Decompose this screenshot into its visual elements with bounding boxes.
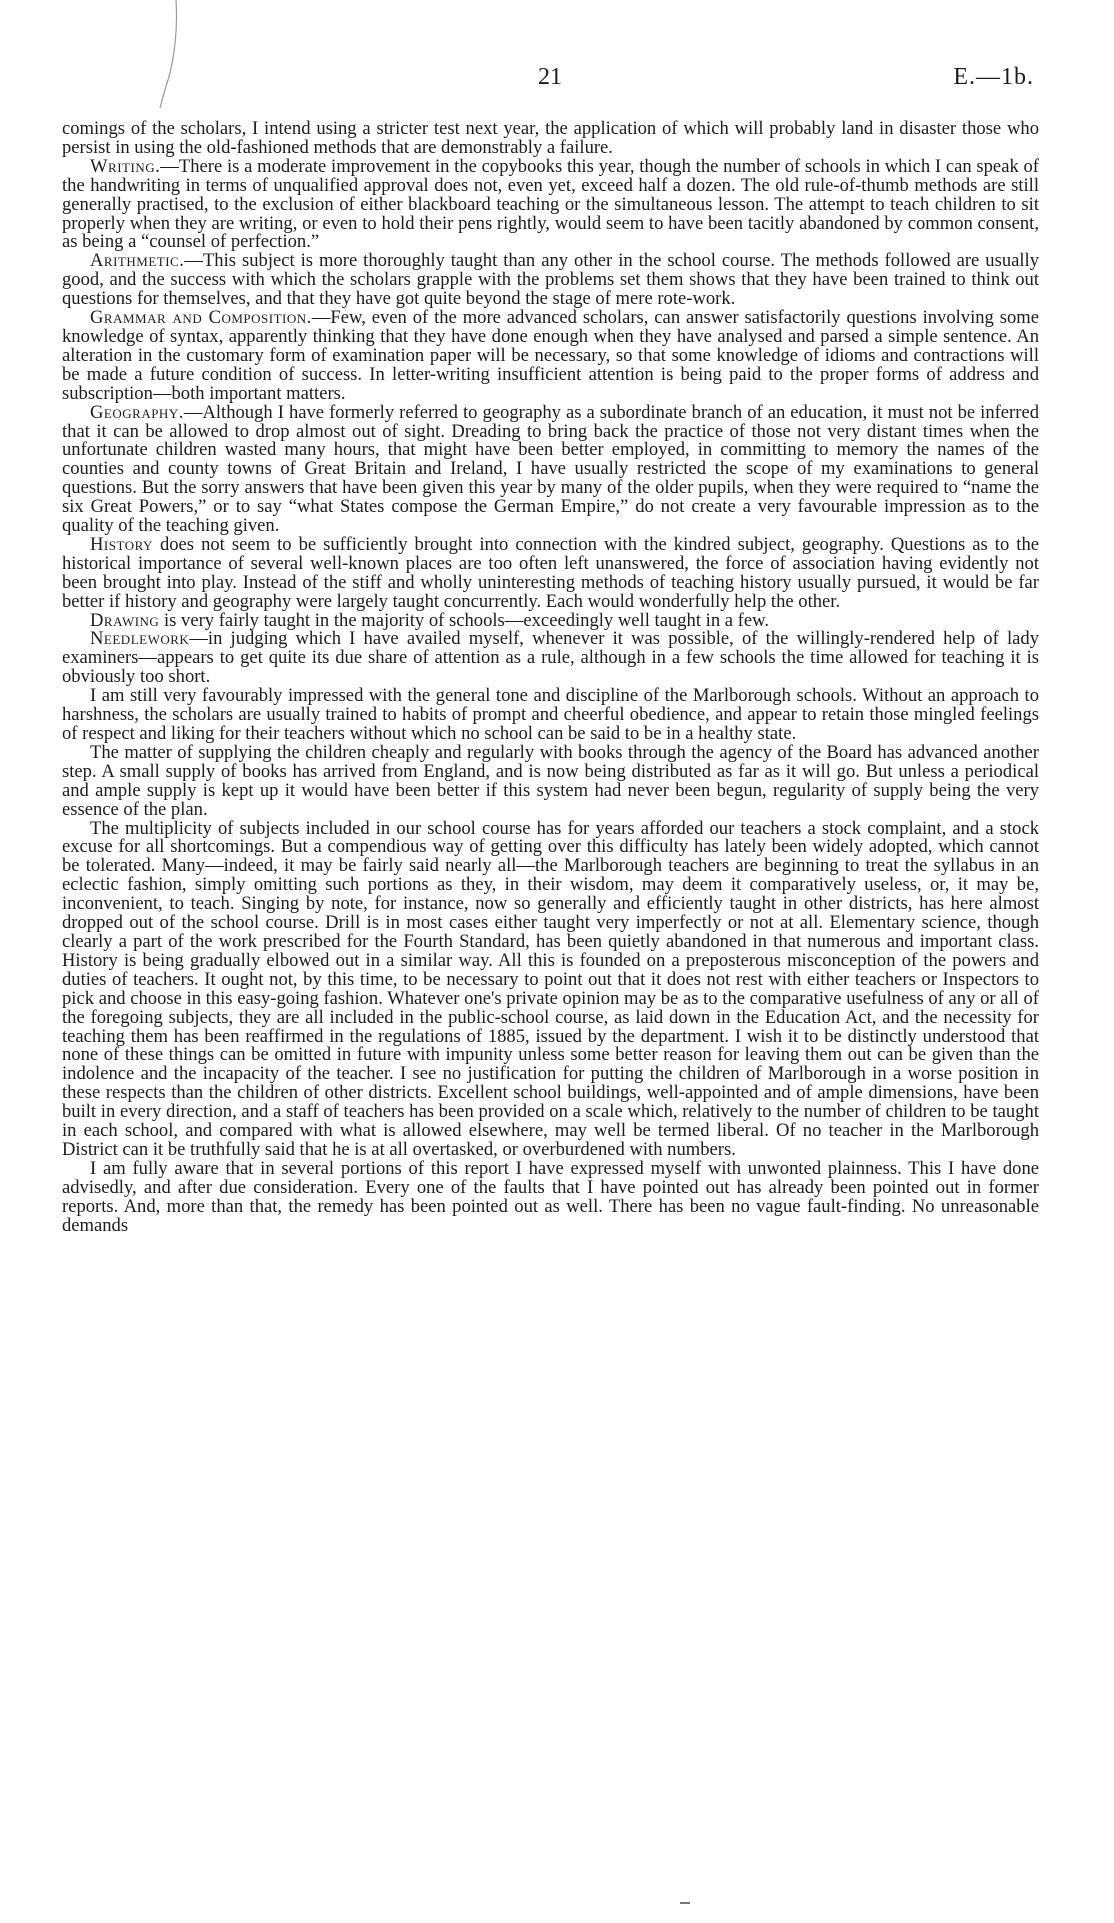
paragraph-history bbox=[62, 533, 1039, 612]
paragraph-text: does not seem to be sufficiently brought into connection with the kindred subject, geography. Questions as to the historical importance of several well-known places are too often left unanswered, the force of association having evidently not been brought into play. Instead of the stiff and wholly uninteresting methods of teaching history usually pursued, it would be far better if history and geography were largely taught concurrently. Each would wonderfully help the other. bbox=[62, 533, 1039, 612]
paragraph-books bbox=[62, 741, 1039, 820]
paragraph-text: —This subject is more thoroughly taught than any other in the school course. The methods followed are usually good, and the success with which the scholars grapple with the problems set them shows that they have been trained to think out questions for themselves, and that they have got quite beyond the stage of mere rote-work. bbox=[62, 250, 1039, 310]
page-number: 21 bbox=[538, 64, 562, 90]
section-heading: Drawing bbox=[90, 609, 160, 631]
paragraph-text: —Few, even of the more advanced scholars, can answer satisfactorily questions involving some knowledge of syntax, apparently thinking that they have done enough when they have analysed and parsed a simple sentence. An alteration in the customary form of examination paper will be necessary, so that some knowledge of idioms and contractions will be made a future condition of success. In letter-writing insufficient attention is being paid to the proper forms of address and subscription—both important matters. bbox=[62, 307, 1039, 404]
paragraph-text: I am fully aware that in several portions of this report I have expressed myself with unwonted plainness. This I have done advisedly, and after due consideration. Every one of the faults that I have pointed out has already been pointed out in former reports. And, more than that, the remedy has been pointed out as well. There has been no vague fault-finding. No unreasonable demands bbox=[62, 1157, 1039, 1236]
section-heading: Writing. bbox=[90, 155, 161, 177]
paragraph-text: comings of the scholars, I intend using a stricter test next year, the application of which will probably land in disaster those who persist in using the old-fashioned methods that are demonstrably a failure. bbox=[62, 118, 1039, 158]
scan-mark bbox=[680, 1902, 690, 1904]
paragraph-text: —There is a moderate improvement in the copybooks this year, though the number of schools in which I can speak of the handwriting in terms of unqualified approval does not, even yet, exceed half a dozen. The old rule-of-thumb methods are still generally practised, to the exclusion of either blackboard teaching or the simultaneous lesson. The attempt to teach children to sit properly when they are writing, or even to hold their pens rightly, would seem to have been tacitly abandoned by common consent, as being a “counsel of perfection.” bbox=[62, 155, 1039, 253]
paragraph-text: —Although I have formerly referred to geography as a subordinate branch of an education, it must not be inferred that it can be allowed to drop almost out of sight. Dreading to bring back the practice of those not very distant times when the unfortunate children wasted many hours, that might have been better employed, in committing to memory the names of the counties and county towns of Great Britain and Ireland, I have usually restricted the scope of my examinations to general questions. But the sorry answers that have been given this year by many of the older pupils, when they were required to “name the six Great Powers,” or to say “what States compose the German Empire,” do not create a very favourable impression as to the quality of the teaching given. bbox=[62, 401, 1039, 537]
page-header bbox=[0, 64, 1114, 96]
paragraph-arithmetic bbox=[62, 252, 1039, 309]
section-heading: Arithmetic. bbox=[90, 250, 185, 272]
paragraph-needlework bbox=[62, 630, 1039, 687]
paragraph-text: I am still very favourably impressed with the general tone and discipline of the Marlborough schools. Without an approach to harshness, the scholars are usually trained to habits of prompt and cheerful obedience, and appear to retain those mingled feelings of respect and liking for their teachers without which no school can be said to be in a healthy state. bbox=[62, 685, 1039, 744]
paragraph-text: —in judging which I have availed myself, whenever it was possible, of the willingly-rendered help of lady examiners—appears to get quite its due share of attention as a rule, although in a few schools the time allowed for teaching it is obviously too short. bbox=[62, 628, 1039, 688]
paragraph-text: The multiplicity of subjects included in our school course has for years afforded our teachers a stock complaint, and a stock excuse for all shortcomings. But a compendious way of getting over this difficulty has lately been widely adopted, which cannot be tolerated. Many—indeed, it may be fairly said nearly all—the Marlborough teachers are beginning to treat the syllabus in an eclectic fashion, simply omitting such portions as they, in their wisdom, may deem it comparatively useless, or, it may be, inconvenient, to teach. Singing by note, for instance, now so generally and efficiently taught in other districts, has here almost dropped out of the school course. Drill is in most cases either taught very imperfectly or not at all. Elementary science, though clearly a part of the work prescribed for the Fourth Standard, has been quietly abandoned in that numerous and important class. History is being gradually elbowed out in a similar way. All this is founded on a preposterous misconception of the powers and duties of teachers. It ought not, by this time, to be necessary to point out that it does not rest with either teachers or Inspectors to pick and choose in this easy-going fashion. Whatever one's private opinion may be as to the comparative usefulness of any or all of the foregoing subjects, they are all included in the public-school course, as laid down in the Education Act, and the necessity for teaching them has been reaffirmed in the regulations of 1885, issued by the department. I wish it to be distinctly understood that none of these things can be omitted in future with impunity unless some better reason for leaving them out can be given than the indolence and the incapacity of the teacher. I see no justification for putting the children of Marlborough in a worse position in these respects than the children of other districts. Excellent school buildings, well-appointed and of ample dimensions, have been built in every direction, and a staff of teachers has been provided on a scale which, relatively to the number of children to be taught in each school, and compared with what is allowed elsewhere, may well be termed liberal. Of no teacher in the Marlborough District can it be truthfully said that he is at all overtasked, or overburdened with numbers. bbox=[62, 817, 1039, 1160]
section-heading: History bbox=[90, 533, 153, 555]
section-heading: Needlework bbox=[90, 628, 190, 650]
section-heading: Grammar and Composition. bbox=[90, 307, 312, 329]
paragraph-discipline bbox=[62, 687, 1039, 744]
report-body bbox=[62, 120, 1039, 1235]
paragraph-writing bbox=[62, 155, 1039, 253]
paragraph-continuation bbox=[62, 120, 1039, 158]
paragraph-multiplicity bbox=[62, 817, 1039, 1160]
paragraph-text: The matter of supplying the children cheaply and regularly with books through the agency of the Board has advanced another step. A small supply of books has arrived from England, and is now being distributed as far as it will go. But unless a periodical and ample supply is kept up it would have been better if this system had never been begun, regularity of supply being the very essence of the plan. bbox=[62, 741, 1039, 820]
paragraph-geography bbox=[62, 401, 1039, 537]
document-reference: E.—1b. bbox=[953, 64, 1034, 90]
paragraph-grammar bbox=[62, 309, 1039, 404]
section-heading: Geography. bbox=[90, 401, 184, 423]
paragraph-text: is very fairly taught in the majority of schools—exceedingly well taught in a few. bbox=[159, 609, 769, 631]
paragraph-plainness bbox=[62, 1157, 1039, 1236]
